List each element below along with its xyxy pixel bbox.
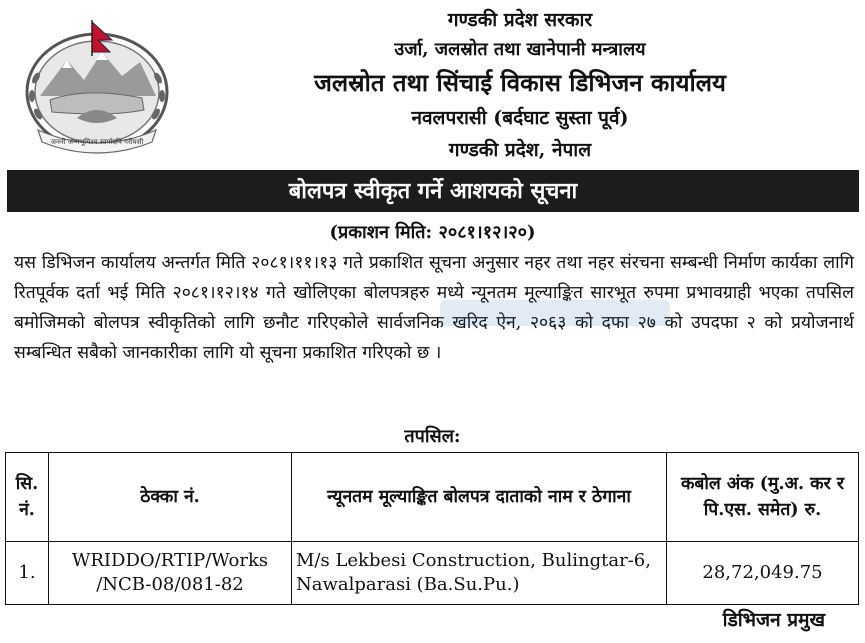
notice-body: यस डिभिजन कार्यालय अन्तर्गत मिति २०८१।११।१३ गते प्रकाशित सूचना अनुसार नहर तथा नहर संरचना सम्बन्धी निर्माण कार्यका लागि रितपूर्वक दर्ता भई मिति २०८१।१२।१४ गते खोलिएका बोलपत्रहरु मध्ये न्यूनतम मूल्याङ्कित सारभूत रुपमा प्रभावग्राही भएका तपसिल बमोजिमको बोलपत्र स्वीकृतिको लागि छनौट गरिएकोले सार्वजनिक खरिद ऐन, २०६३ को दफा २७ को उपदफा २ को प्रयोजनार्थ सम्बन्धित सबैको जानकारीका लागि यो सूचना प्रकाशित गरिएको छ । [14, 253, 854, 363]
letterhead [0, 0, 865, 168]
publication-date: (प्रकाशन मिति: २०८१।१२।२०) [329, 222, 536, 243]
header-sn: सि. नं. [6, 453, 49, 542]
cell-sn: 1. [6, 542, 49, 605]
emblem-motto: जननी जन्मभूमिश्च स्वर्गादपि गरीयसी [50, 138, 144, 146]
province-country: गण्डकी प्रदेश, नेपाल [448, 139, 592, 161]
ministry-name: उर्जा, जलस्रोत तथा खानेपानी मन्त्रालय [394, 39, 646, 60]
table-header-row [6, 453, 859, 542]
office-location: नवलपरासी (बर्दघाट सुस्ता पूर्व) [411, 107, 629, 129]
schedule-label: तपसिल: [404, 426, 461, 447]
watermark-logo-icon [440, 296, 670, 330]
cell-amount: 28,72,049.75 [667, 542, 859, 605]
cell-contract: WRIDDO/RTIP/Works /NCB-08/081-82 [49, 542, 292, 605]
header-bidder: न्यूनतम मूल्याङ्कित बोलपत्र दाताको नाम र ठेगाना [292, 453, 667, 542]
office-name: जलस्रोत तथा सिंचाई विकास डिभिजन कार्यालय [314, 68, 726, 97]
table-row [6, 542, 859, 605]
header-contract: ठेक्का नं. [49, 453, 292, 542]
cell-bidder: M/s Lekbesi Construction, Bulingtar-6, Nawalparasi (Ba.Su.Pu.) [292, 542, 667, 605]
bid-table [5, 452, 859, 605]
government-name: गण्डकी प्रदेश सरकार [447, 9, 593, 31]
header-amount: कबोल अंक (मु.अ. कर र पि.एस. समेत) रु. [667, 453, 859, 542]
nepal-emblem-icon [22, 18, 172, 158]
notice-title: बोलपत्र स्वीकृत गर्ने आशयको सूचना [7, 170, 859, 212]
signature-title: डिभिजन प्रमुख [722, 609, 825, 631]
